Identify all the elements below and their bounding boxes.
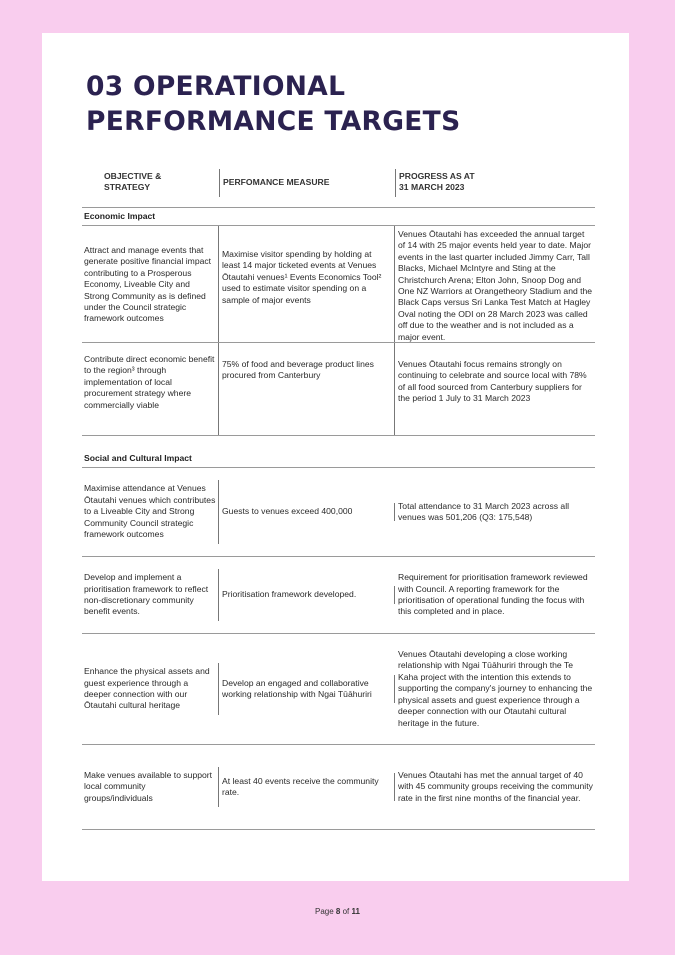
objective-cell: Develop and implement a prioritisation framework to reflect non-discretionary community benefit events. <box>82 569 219 621</box>
table-row <box>82 557 595 634</box>
section-heading-social: Social and Cultural Impact <box>82 450 595 468</box>
objective-cell: Attract and manage events that generate positive financial impact contributing to a Prosperous Economy, Liveable City and Strong Community as is defined under the Council strategic framework outcomes <box>82 226 219 342</box>
document-page <box>42 33 629 881</box>
section-heading-economic: Economic Impact <box>82 208 595 226</box>
progress-cell: Venues Ōtautahi has exceeded the annual target of 14 with 25 major events held year to date. Major events in the last quarter included Jimmy Carr, Tall Blacks, Michael McIntyre and Sting at the Christchurch Arena; Elton John, Snoop Dog and One NZ Warriors at Orangetheory Stadium and the Black Caps versus Sri Lanka Test Match at Hagley Oval noting the ODI on 28 March 2023 was called off due to the weather and is not included as a major event. <box>398 229 593 342</box>
objective-cell: Enhance the physical assets and guest experience through a deeper connection with our Ōtautahi cultural heritage <box>82 663 219 715</box>
header-objective: OBJECTIVE & STRATEGY <box>104 171 162 192</box>
table-row <box>82 634 595 745</box>
title-line-2: PERFORMANCE TARGETS <box>86 106 461 137</box>
performance-table <box>82 169 595 830</box>
page-footer <box>0 907 675 916</box>
progress-cell: Venues Ōtautahi developing a close working relationship with Ngai Tūāhuriri through the Te Kaha project with the intention this extends to supporting the company's journey to enhancing the physical assets and guest experience through a deeper connection with our Ōtautahi cultural heritage in the future. <box>398 649 593 728</box>
measure-cell: Develop an engaged and collaborative working relationship with Ngai Tūāhuriri <box>219 675 395 704</box>
objective-cell: Contribute direct economic benefit to the region³ through implementation of local procurement strategy where commercially viable <box>82 343 219 435</box>
progress-cell: Total attendance to 31 March 2023 across all venues was 501,206 (Q3: 175,548) <box>398 500 570 522</box>
title-line-1: 03 OPERATIONAL <box>86 71 346 102</box>
section-spacer <box>82 436 595 450</box>
table-header <box>82 169 595 208</box>
table-row <box>82 343 595 436</box>
table-row <box>82 226 595 343</box>
progress-cell: Venues Ōtautahi focus remains strongly on continuing to celebrate and source local with 78% of all food sourced from Canterbury suppliers for the period 1 July to 31 March 2023 <box>398 359 587 404</box>
total-pages: 11 <box>351 907 360 916</box>
measure-cell: Maximise visitor spending by holding at least 14 major ticketed events at Venues Ōtautahi venues¹ Events Economics Tool² used to estimate visitor spending on a sample of major events <box>219 226 395 342</box>
page-label: Page <box>315 907 334 916</box>
table-row <box>82 468 595 557</box>
table-row <box>82 745 595 830</box>
objective-cell: Make venues available to support local community groups/individuals <box>82 767 219 807</box>
of-label: of <box>342 907 350 916</box>
measure-cell: Guests to venues exceed 400,000 <box>219 503 395 520</box>
measure-cell: Prioritisation framework developed. <box>219 586 395 603</box>
progress-cell: Requirement for prioritisation framework reviewed with Council. A reporting framework for the prioritisation of operational funding the focus with this completed and in place. <box>398 572 588 617</box>
page-number: 8 <box>335 907 341 916</box>
page-title <box>86 69 460 139</box>
measure-cell: At least 40 events receive the community rate. <box>219 773 395 802</box>
header-progress: PROGRESS AS AT 31 MARCH 2023 <box>399 171 475 192</box>
measure-cell: 75% of food and beverage product lines procured from Canterbury <box>219 343 395 435</box>
progress-cell: Venues Ōtautahi has met the annual target of 40 with 45 community groups receiving the community rate in the first nine months of the financial year. <box>398 769 593 803</box>
header-divider <box>395 169 396 197</box>
header-measure: PERFOMANCE MEASURE <box>223 177 330 187</box>
objective-cell: Maximise attendance at Venues Ōtautahi venues which contributes to a Liveable City and Strong Community Council strategic framework outcomes <box>82 480 219 543</box>
header-divider <box>219 169 220 197</box>
